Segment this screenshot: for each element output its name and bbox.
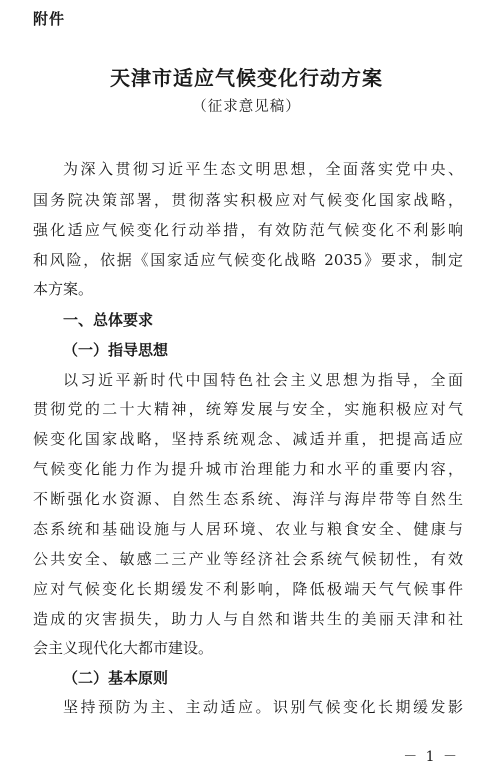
- page-number: － 1 －: [403, 749, 459, 765]
- attachment-label: 附件: [33, 10, 66, 28]
- intro-line-5: 本方案。: [33, 280, 94, 298]
- principle-line-1: 坚持预防为主、主动适应。识别气候变化长期缓发影: [63, 698, 463, 716]
- document-title: 天津市适应气候变化行动方案: [110, 66, 383, 90]
- subsection-heading-guiding: （一）指导思想: [63, 341, 169, 359]
- guiding-line-7: 公共安全、敏感二三产业等经济社会系统气候韧性，有效: [33, 550, 463, 568]
- guiding-line-8: 应对气候变化长期缓发不利影响，降低极端天气气候事件: [33, 580, 463, 598]
- guiding-line-3: 候变化国家战略，坚持系统观念、减适并重，把提高适应: [33, 430, 463, 448]
- intro-line-3: 强化适应气候变化行动举措，有效防范气候变化不利影响: [33, 221, 463, 239]
- guiding-line-5: 不断强化水资源、自然生态系统、海洋与海岸带等自然生: [33, 490, 463, 508]
- guiding-line-10: 会主义现代化大都市建设。: [33, 639, 214, 657]
- guiding-line-9: 造成的灾害损失，助力人与自然和谐共生的美丽天津和社: [33, 610, 463, 628]
- section-heading: 一、总体要求: [63, 311, 154, 329]
- guiding-line-4: 气候变化能力作为提升城市治理能力和水平的重要内容，: [33, 460, 463, 478]
- intro-line-4: 和风险，依据《国家适应气候变化战略 2035》要求，制定: [33, 251, 463, 269]
- guiding-line-2: 贯彻党的二十大精神，统筹发展与安全，实施积极应对气: [33, 400, 463, 418]
- intro-line-2: 国务院决策部署，贯彻落实积极应对气候变化国家战略，: [33, 191, 463, 209]
- document-subtitle: （征求意见稿）: [192, 99, 301, 115]
- intro-line-1: 为深入贯彻习近平生态文明思想，全面落实党中央、: [63, 160, 463, 178]
- guiding-line-6: 态系统和基础设施与人居环境、农业与粮食安全、健康与: [33, 520, 463, 538]
- guiding-line-1: 以习近平新时代中国特色社会主义思想为指导，全面: [63, 371, 463, 389]
- subsection-heading-principles: （二）基本原则: [63, 669, 169, 687]
